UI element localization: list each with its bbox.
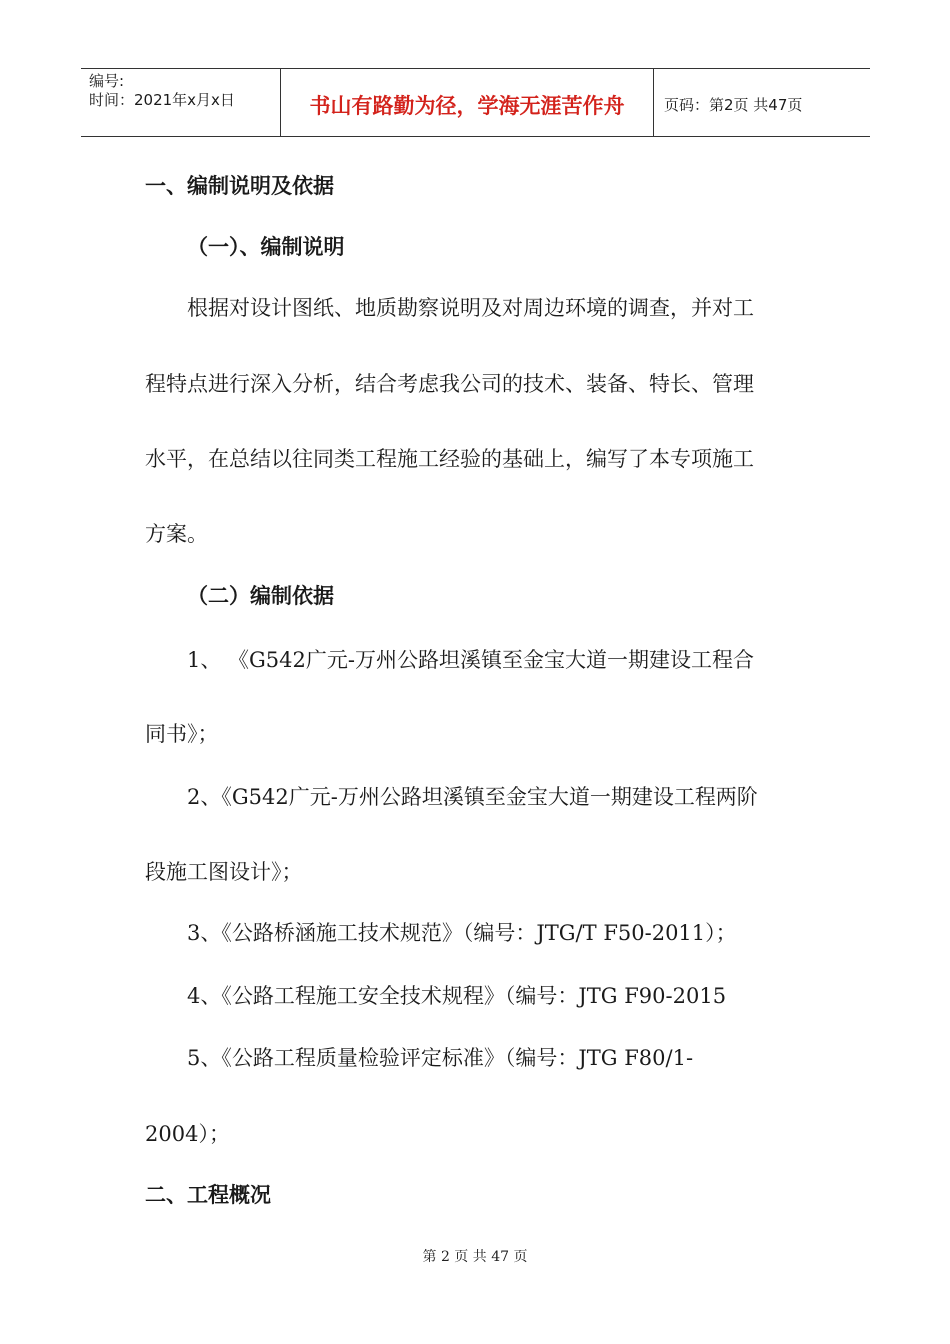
header-table: [81, 68, 870, 137]
list-item: 5、《公路工程质量检验评定标准》（编号：JTG F80/1-: [187, 1046, 694, 1070]
page-footer: 第 2 页 共 47 页: [422, 1249, 528, 1265]
header-motto-cell: [281, 69, 654, 136]
subsection-heading-2: （二）编制依据: [187, 584, 334, 608]
list-item: 1、 《G542广元-万州公路坦溪镇至金宝大道一期建设工程合: [187, 648, 754, 672]
section-heading-2: 二、工程概况: [145, 1183, 271, 1207]
list-item: 3、《公路桥涵施工技术规范》（编号：JTG/T F50-2011）；: [187, 921, 737, 945]
list-item-continuation: 同书》；: [145, 722, 219, 746]
section-heading-1: 一、编制说明及依据: [145, 174, 334, 198]
subsection-heading-1: （一）、编制说明: [187, 235, 345, 259]
serial-label: 编号:: [89, 72, 125, 90]
header-page-cell: [654, 69, 870, 136]
paragraph-line: 程特点进行深入分析，结合考虑我公司的技术、装备、特长、管理: [145, 372, 754, 396]
paragraph-line: 根据对设计图纸、地质勘察说明及对周边环境的调查，并对工: [187, 296, 754, 320]
time-label: 时间：2021年x月x日: [89, 91, 235, 109]
list-item: 2、《G542广元-万州公路坦溪镇至金宝大道一期建设工程两阶: [187, 785, 758, 809]
page-label: 页码：第2页 共47页: [664, 96, 803, 114]
paragraph-line: 水平，在总结以往同类工程施工经验的基础上，编写了本专项施工: [145, 447, 754, 471]
list-item: 4、《公路工程施工安全技术规程》（编号：JTG F90-2015: [187, 984, 727, 1008]
header-meta-cell: [81, 69, 281, 136]
list-item-continuation: 段施工图设计》；: [145, 860, 303, 884]
list-item-continuation: 2004）；: [145, 1122, 230, 1146]
paragraph-line: 方案。: [145, 522, 208, 546]
motto-text: 书山有路勤为径，学海无涯苦作舟: [309, 93, 625, 118]
